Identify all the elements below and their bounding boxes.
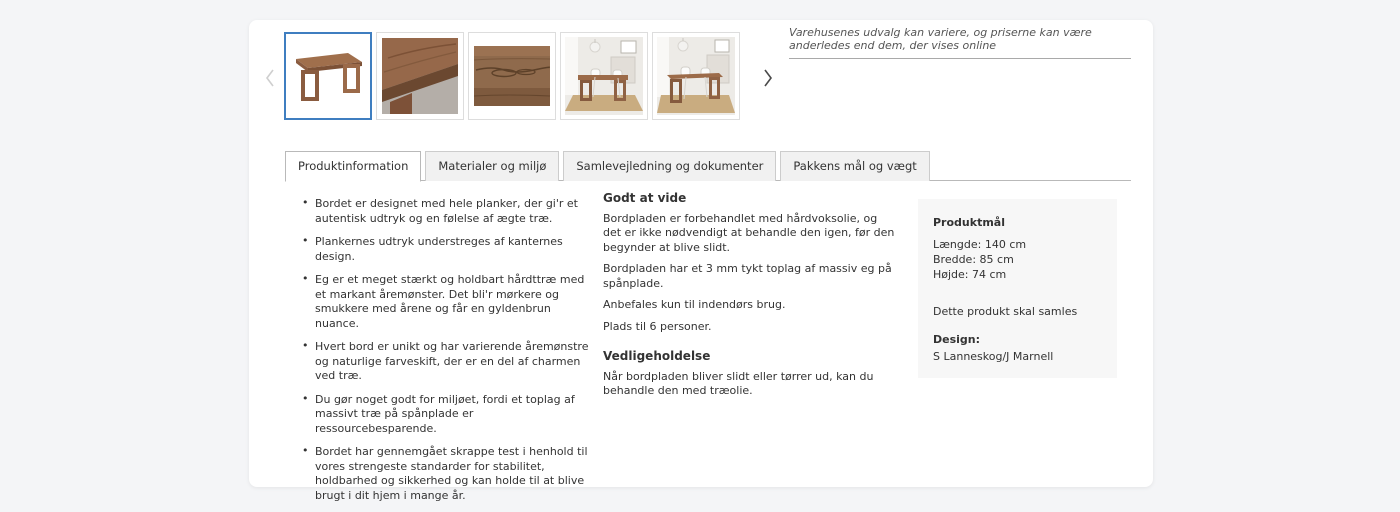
product-tabs: [285, 151, 1131, 181]
wood-grain-image: [474, 46, 550, 106]
measurement-height: Højde: 74 cm: [933, 268, 1007, 281]
carousel-next-button[interactable]: [757, 64, 779, 94]
measurement-length: Længde: 140 cm: [933, 238, 1027, 251]
tab-samlevejledning-og-dokumenter[interactable]: Samlevejledning og dokumenter: [563, 151, 776, 181]
good-to-know-paragraph: Plads til 6 personer.: [603, 319, 712, 333]
feature-item: • Bordet er designet med hele planker, der gi'r et autentisk udtryk og en følelse af ægte træ.: [299, 197, 591, 226]
feature-item: • Plankernes udtryk understreges af kanternes design.: [299, 235, 591, 264]
store-availability-disclaimer: Varehusenes udvalg kan variere, og priserne kan være anderledes end dem, der vises online: [789, 26, 1131, 59]
feature-item: • Du gør noget godt for miljøet, fordi et toplag af massivt træ på spånplade er ressourcebesparende.: [299, 393, 591, 437]
feature-item: • Eg er et meget stærkt og holdbart hårdttræ med et markant åremønster. Det bli'r mørkere og smukkere med årene og får en gyldenbrun nuance.: [299, 273, 591, 331]
measurements-title: Produktmål: [933, 216, 1005, 229]
product-measurements-box: [918, 199, 1117, 378]
table-room-image: [565, 37, 643, 115]
good-to-know-paragraph: Bordpladen er forbehandlet med hårdvoksolie, og det er ikke nødvendigt at behandle den igen, før den begynder at blive slidt.: [603, 211, 895, 254]
design-label: Design:: [933, 333, 981, 346]
thumbnail-wood-grain-closeup[interactable]: [468, 32, 556, 120]
feature-item: • Bordet har gennemgået skrappe test i henhold til vores strengeste standarder for stabilitet, holdbarhed og sikkerhed og kan holde til at blive brugt i dit hjem i mange år.: [299, 445, 591, 503]
tab-materialer-og-miljo[interactable]: Materialer og miljø: [425, 151, 559, 181]
maintenance-title: Vedligeholdelse: [603, 349, 711, 363]
thumbnail-tabletop-corner-closeup[interactable]: [376, 32, 464, 120]
measurement-width: Bredde: 85 cm: [933, 253, 1014, 266]
chevron-right-icon: [762, 68, 774, 91]
thumbnail-strip: [284, 32, 740, 120]
table-room-alt-image: [657, 37, 735, 115]
table-product-image: [288, 43, 368, 109]
thumbnail-table-room-scene[interactable]: [560, 32, 648, 120]
product-feature-list: [299, 197, 591, 512]
assembly-note: Dette produkt skal samles: [933, 305, 1078, 318]
tab-produktinformation[interactable]: Produktinformation: [285, 151, 421, 182]
good-to-know-paragraph: Anbefales kun til indendørs brug.: [603, 298, 786, 311]
designer-name: S Lanneskog/J Marnell: [933, 350, 1054, 363]
thumbnail-table-product-shot[interactable]: [284, 32, 372, 120]
maintenance-paragraph: Når bordpladen bliver slidt eller tørrer ud, kan du behandle den med træolie.: [603, 369, 874, 397]
good-to-know-section: [603, 191, 895, 406]
carousel-prev-button[interactable]: [259, 64, 281, 94]
good-to-know-paragraph: Bordpladen har et 3 mm tykt toplag af massiv eg på spånplade.: [603, 262, 892, 290]
tab-pakkens-mal-og-vagt[interactable]: Pakkens mål og vægt: [780, 151, 929, 181]
chevron-left-icon: [264, 68, 276, 91]
good-to-know-title: Godt at vide: [603, 191, 687, 205]
feature-item: • Hvert bord er unikt og har varierende åremønstre og naturlige farveskift, der er en del af charmen ved træ.: [299, 340, 591, 384]
thumbnail-table-room-scene-alt[interactable]: [652, 32, 740, 120]
product-details-card: [249, 20, 1153, 502]
tabletop-corner-image: [382, 38, 458, 114]
